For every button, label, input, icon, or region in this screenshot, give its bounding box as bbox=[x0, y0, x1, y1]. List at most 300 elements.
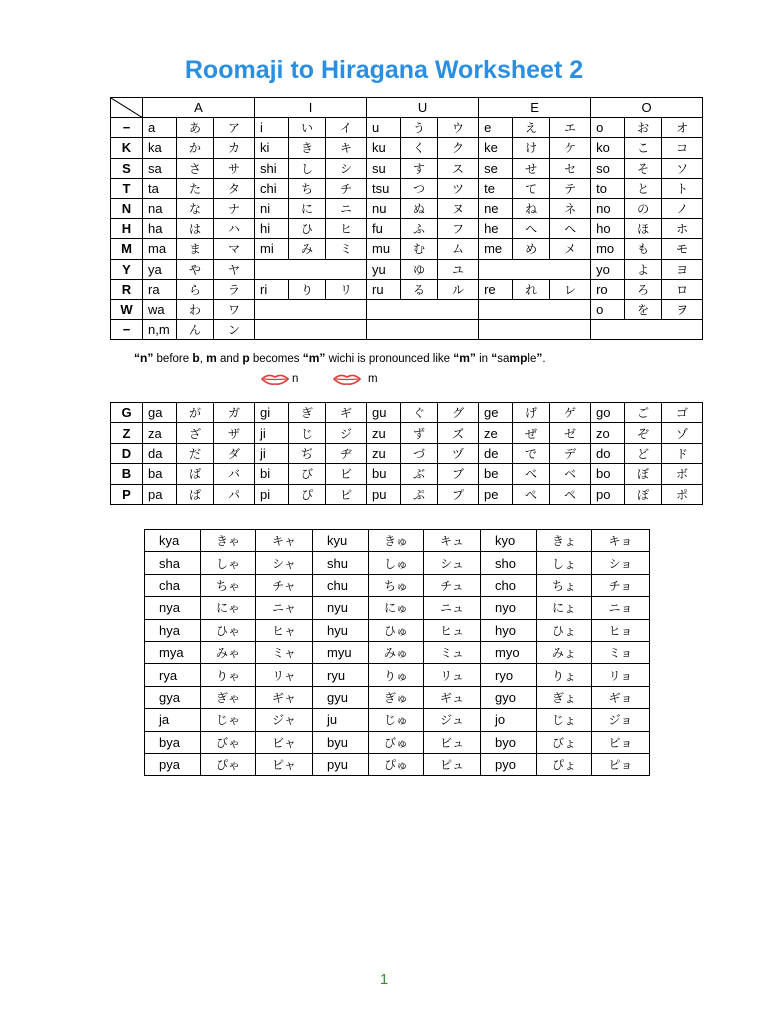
hiragana-cell: ぱ bbox=[177, 484, 214, 504]
katakana-cell: ギ bbox=[326, 403, 367, 423]
combination-kana-table bbox=[144, 529, 650, 776]
katakana-cell: ノ bbox=[662, 198, 703, 218]
katakana-cell bbox=[438, 299, 479, 319]
hiragana-cell: う bbox=[401, 118, 438, 138]
table-row bbox=[111, 158, 703, 178]
hiragana-cell: そ bbox=[625, 158, 662, 178]
hiragana-cell bbox=[513, 259, 550, 279]
hiragana-cell: ら bbox=[177, 279, 214, 299]
katakana-cell: エ bbox=[550, 118, 591, 138]
hiragana-cell: ひ bbox=[289, 219, 326, 239]
note-m: m bbox=[206, 351, 217, 365]
roomaji-cell: gu bbox=[367, 403, 401, 423]
roomaji-cell: se bbox=[479, 158, 513, 178]
hiragana-cell: く bbox=[401, 138, 438, 158]
table-row bbox=[145, 664, 650, 686]
note-p: p bbox=[242, 351, 250, 365]
hiragana-cell: あ bbox=[177, 118, 214, 138]
katakana-cell: ユ bbox=[438, 259, 479, 279]
roomaji-cell: zu bbox=[367, 443, 401, 463]
table-row bbox=[145, 574, 650, 596]
roomaji-cell bbox=[367, 299, 401, 319]
katakana-cell: シャ bbox=[256, 552, 313, 574]
hiragana-cell: ふ bbox=[401, 219, 438, 239]
hiragana-cell: む bbox=[401, 239, 438, 259]
roomaji-cell: gyu bbox=[313, 686, 369, 708]
katakana-cell: ギョ bbox=[592, 686, 650, 708]
hiragana-cell: け bbox=[513, 138, 550, 158]
row-label: − bbox=[111, 118, 143, 138]
katakana-cell: ボ bbox=[662, 464, 703, 484]
lips-n-label: n bbox=[292, 373, 299, 385]
roomaji-cell: ra bbox=[143, 279, 177, 299]
katakana-cell: ル bbox=[438, 279, 479, 299]
roomaji-cell: cha bbox=[145, 574, 201, 596]
roomaji-cell: pi bbox=[255, 484, 289, 504]
hiragana-cell: ぬ bbox=[401, 198, 438, 218]
katakana-cell: ヲ bbox=[662, 299, 703, 319]
note-quote: “ bbox=[491, 351, 498, 365]
roomaji-cell: yu bbox=[367, 259, 401, 279]
roomaji-cell: sho bbox=[481, 552, 537, 574]
katakana-cell: ワ bbox=[214, 299, 255, 319]
hiragana-cell: ん bbox=[177, 320, 214, 340]
note-n: n bbox=[140, 351, 148, 365]
katakana-cell: ツ bbox=[438, 178, 479, 198]
roomaji-cell: mi bbox=[255, 239, 289, 259]
roomaji-cell: kyu bbox=[313, 530, 369, 552]
hiragana-cell: す bbox=[401, 158, 438, 178]
katakana-cell: ニャ bbox=[256, 597, 313, 619]
hiragana-cell: ぎゅ bbox=[369, 686, 424, 708]
roomaji-cell: gi bbox=[255, 403, 289, 423]
hiragana-cell bbox=[513, 299, 550, 319]
table-row bbox=[145, 619, 650, 641]
roomaji-cell: o bbox=[591, 299, 625, 319]
katakana-cell: ピ bbox=[326, 484, 367, 504]
row-label: Z bbox=[111, 423, 143, 443]
roomaji-cell: cho bbox=[481, 574, 537, 596]
roomaji-cell: gyo bbox=[481, 686, 537, 708]
katakana-cell: ナ bbox=[214, 198, 255, 218]
hiragana-cell bbox=[289, 320, 326, 340]
katakana-cell: ラ bbox=[214, 279, 255, 299]
katakana-cell: マ bbox=[214, 239, 255, 259]
hiragana-cell: ぴょ bbox=[537, 753, 592, 775]
roomaji-cell: a bbox=[143, 118, 177, 138]
hiragana-cell: ぺ bbox=[513, 484, 550, 504]
hiragana-cell: ぷ bbox=[401, 484, 438, 504]
table-row bbox=[111, 219, 703, 239]
katakana-cell: ロ bbox=[662, 279, 703, 299]
hiragana-cell: しょ bbox=[537, 552, 592, 574]
page-title: Roomaji to Hiragana Worksheet 2 bbox=[184, 56, 584, 84]
hiragana-cell: ぞ bbox=[625, 423, 662, 443]
hiragana-cell: た bbox=[177, 178, 214, 198]
roomaji-cell: pa bbox=[143, 484, 177, 504]
row-label: R bbox=[111, 279, 143, 299]
basic-kana-table bbox=[110, 97, 703, 340]
katakana-cell: リュ bbox=[424, 664, 481, 686]
hiragana-cell: か bbox=[177, 138, 214, 158]
hiragana-cell: お bbox=[625, 118, 662, 138]
hiragana-cell: も bbox=[625, 239, 662, 259]
katakana-cell: ヤ bbox=[214, 259, 255, 279]
katakana-cell: ニュ bbox=[424, 597, 481, 619]
roomaji-cell: hyo bbox=[481, 619, 537, 641]
roomaji-cell: to bbox=[591, 178, 625, 198]
katakana-cell: ゲ bbox=[550, 403, 591, 423]
hiragana-cell: や bbox=[177, 259, 214, 279]
roomaji-cell: u bbox=[367, 118, 401, 138]
hiragana-cell: で bbox=[513, 443, 550, 463]
header-row bbox=[111, 98, 703, 118]
row-label: D bbox=[111, 443, 143, 463]
table-row bbox=[111, 320, 703, 340]
diagonal-line bbox=[111, 98, 143, 118]
note-text: , bbox=[199, 353, 207, 365]
katakana-cell bbox=[550, 299, 591, 319]
table-row bbox=[111, 443, 703, 463]
hiragana-cell: しゃ bbox=[201, 552, 256, 574]
hiragana-cell: きょ bbox=[537, 530, 592, 552]
roomaji-cell: be bbox=[479, 464, 513, 484]
katakana-cell: バ bbox=[214, 464, 255, 484]
vowel-header: I bbox=[255, 98, 367, 118]
hiragana-cell: い bbox=[289, 118, 326, 138]
roomaji-cell: shi bbox=[255, 158, 289, 178]
katakana-cell: キ bbox=[326, 138, 367, 158]
roomaji-cell: na bbox=[143, 198, 177, 218]
hiragana-cell: ちゃ bbox=[201, 574, 256, 596]
katakana-cell: ポ bbox=[662, 484, 703, 504]
katakana-cell: ブ bbox=[438, 464, 479, 484]
note-sa: sa bbox=[497, 353, 510, 365]
roomaji-cell: de bbox=[479, 443, 513, 463]
katakana-cell: ズ bbox=[438, 423, 479, 443]
roomaji-cell: go bbox=[591, 403, 625, 423]
table-row bbox=[111, 178, 703, 198]
row-label: P bbox=[111, 484, 143, 504]
hiragana-cell: じょ bbox=[537, 709, 592, 731]
katakana-cell: ビュ bbox=[424, 731, 481, 753]
roomaji-cell bbox=[367, 320, 401, 340]
hiragana-cell: ぽ bbox=[625, 484, 662, 504]
katakana-cell: ア bbox=[214, 118, 255, 138]
katakana-cell: チョ bbox=[592, 574, 650, 596]
katakana-cell: イ bbox=[326, 118, 367, 138]
hiragana-cell: ぢ bbox=[289, 443, 326, 463]
roomaji-cell: su bbox=[367, 158, 401, 178]
roomaji-cell bbox=[479, 299, 513, 319]
hiragana-cell: きゅ bbox=[369, 530, 424, 552]
roomaji-cell: nyu bbox=[313, 597, 369, 619]
hiragana-cell: え bbox=[513, 118, 550, 138]
katakana-cell: ヒ bbox=[326, 219, 367, 239]
katakana-cell: ピョ bbox=[592, 753, 650, 775]
roomaji-cell: nyo bbox=[481, 597, 537, 619]
roomaji-cell: ya bbox=[143, 259, 177, 279]
hiragana-cell bbox=[513, 320, 550, 340]
roomaji-cell: ma bbox=[143, 239, 177, 259]
hiragana-cell: ひょ bbox=[537, 619, 592, 641]
roomaji-cell: wa bbox=[143, 299, 177, 319]
roomaji-cell: ro bbox=[591, 279, 625, 299]
vowel-header: A bbox=[143, 98, 255, 118]
roomaji-cell bbox=[255, 320, 289, 340]
note-m: m bbox=[308, 351, 320, 365]
note-b: b bbox=[192, 351, 200, 365]
roomaji-cell: no bbox=[591, 198, 625, 218]
table-row bbox=[111, 239, 703, 259]
page-number: 1 bbox=[379, 971, 389, 988]
roomaji-cell: mu bbox=[367, 239, 401, 259]
note-text: in bbox=[475, 353, 492, 365]
katakana-cell: ギャ bbox=[256, 686, 313, 708]
hiragana-cell: ぐ bbox=[401, 403, 438, 423]
hiragana-cell: づ bbox=[401, 443, 438, 463]
hiragana-cell: へ bbox=[513, 219, 550, 239]
katakana-cell: ケ bbox=[550, 138, 591, 158]
hiragana-cell: みょ bbox=[537, 641, 592, 663]
katakana-cell: ド bbox=[662, 443, 703, 463]
note-m: m bbox=[459, 351, 470, 365]
lips-m-label: m bbox=[368, 373, 378, 385]
roomaji-cell: bi bbox=[255, 464, 289, 484]
hiragana-cell: ざ bbox=[177, 423, 214, 443]
katakana-cell: ヅ bbox=[438, 443, 479, 463]
katakana-cell: コ bbox=[662, 138, 703, 158]
note-text: becomes bbox=[249, 353, 303, 365]
katakana-cell: ジュ bbox=[424, 709, 481, 731]
hiragana-cell: ぎょ bbox=[537, 686, 592, 708]
roomaji-cell: ga bbox=[143, 403, 177, 423]
hiragana-cell: みゅ bbox=[369, 641, 424, 663]
roomaji-cell: za bbox=[143, 423, 177, 443]
roomaji-cell: ko bbox=[591, 138, 625, 158]
katakana-cell: ヂ bbox=[326, 443, 367, 463]
roomaji-cell: ryu bbox=[313, 664, 369, 686]
katakana-cell: パ bbox=[214, 484, 255, 504]
note-text: wichi is pronounced like bbox=[325, 353, 454, 365]
row-label: B bbox=[111, 464, 143, 484]
roomaji-cell: ji bbox=[255, 443, 289, 463]
katakana-cell: チュ bbox=[424, 574, 481, 596]
katakana-cell: ミュ bbox=[424, 641, 481, 663]
roomaji-cell: ku bbox=[367, 138, 401, 158]
hiragana-cell: せ bbox=[513, 158, 550, 178]
note-quote: ” bbox=[319, 351, 326, 365]
table-row bbox=[111, 299, 703, 319]
katakana-cell bbox=[326, 299, 367, 319]
table-row bbox=[145, 753, 650, 775]
hiragana-cell: み bbox=[289, 239, 326, 259]
katakana-cell: キャ bbox=[256, 530, 313, 552]
roomaji-cell: da bbox=[143, 443, 177, 463]
hiragana-cell: ひゃ bbox=[201, 619, 256, 641]
hiragana-cell: さ bbox=[177, 158, 214, 178]
katakana-cell: ザ bbox=[214, 423, 255, 443]
katakana-cell: ホ bbox=[662, 219, 703, 239]
hiragana-cell: ぎ bbox=[289, 403, 326, 423]
katakana-cell: ジャ bbox=[256, 709, 313, 731]
hiragana-cell: じ bbox=[289, 423, 326, 443]
roomaji-cell: bya bbox=[145, 731, 201, 753]
table-row bbox=[145, 641, 650, 663]
hiragana-cell: の bbox=[625, 198, 662, 218]
katakana-cell: ギュ bbox=[424, 686, 481, 708]
roomaji-cell: ji bbox=[255, 423, 289, 443]
katakana-cell: グ bbox=[438, 403, 479, 423]
roomaji-cell: nya bbox=[145, 597, 201, 619]
katakana-cell: ジョ bbox=[592, 709, 650, 731]
katakana-cell: ミ bbox=[326, 239, 367, 259]
roomaji-cell: ba bbox=[143, 464, 177, 484]
katakana-cell: モ bbox=[662, 239, 703, 259]
hiragana-cell: びゃ bbox=[201, 731, 256, 753]
note-le: le bbox=[527, 353, 537, 365]
katakana-cell: チャ bbox=[256, 574, 313, 596]
hiragana-cell: だ bbox=[177, 443, 214, 463]
roomaji-cell: hya bbox=[145, 619, 201, 641]
hiragana-cell: じゅ bbox=[369, 709, 424, 731]
hiragana-cell: ぴゅ bbox=[369, 753, 424, 775]
hiragana-cell: ぼ bbox=[625, 464, 662, 484]
note-text: and bbox=[216, 353, 243, 365]
note-quote: ” bbox=[147, 351, 154, 365]
roomaji-cell bbox=[255, 299, 289, 319]
katakana-cell: ミャ bbox=[256, 641, 313, 663]
hiragana-cell: こ bbox=[625, 138, 662, 158]
table-row bbox=[145, 731, 650, 753]
hiragana-cell: しゅ bbox=[369, 552, 424, 574]
roomaji-cell bbox=[479, 259, 513, 279]
row-label: N bbox=[111, 198, 143, 218]
hiragana-cell: し bbox=[289, 158, 326, 178]
note-mp: mp bbox=[509, 351, 528, 365]
hiragana-cell bbox=[401, 299, 438, 319]
hiragana-cell bbox=[289, 299, 326, 319]
roomaji-cell: yo bbox=[591, 259, 625, 279]
hiragana-cell: ぶ bbox=[401, 464, 438, 484]
roomaji-cell: pe bbox=[479, 484, 513, 504]
katakana-cell: ゼ bbox=[550, 423, 591, 443]
katakana-cell bbox=[326, 259, 367, 279]
hiragana-cell: が bbox=[177, 403, 214, 423]
katakana-cell: ネ bbox=[550, 198, 591, 218]
roomaji-cell: ju bbox=[313, 709, 369, 731]
roomaji-cell: me bbox=[479, 239, 513, 259]
hiragana-cell: る bbox=[401, 279, 438, 299]
row-label: T bbox=[111, 178, 143, 198]
hiragana-cell: ぎゃ bbox=[201, 686, 256, 708]
roomaji-cell: pyu bbox=[313, 753, 369, 775]
hiragana-cell: にょ bbox=[537, 597, 592, 619]
table-row bbox=[145, 597, 650, 619]
katakana-cell: ヌ bbox=[438, 198, 479, 218]
table-row bbox=[111, 423, 703, 443]
katakana-cell bbox=[438, 320, 479, 340]
roomaji-cell: nu bbox=[367, 198, 401, 218]
roomaji-cell: ta bbox=[143, 178, 177, 198]
roomaji-cell: jo bbox=[481, 709, 537, 731]
hiragana-cell: げ bbox=[513, 403, 550, 423]
roomaji-cell: kyo bbox=[481, 530, 537, 552]
table-row bbox=[111, 118, 703, 138]
row-label: S bbox=[111, 158, 143, 178]
katakana-cell: ミョ bbox=[592, 641, 650, 663]
hiragana-cell: ず bbox=[401, 423, 438, 443]
katakana-cell: シュ bbox=[424, 552, 481, 574]
roomaji-cell: ki bbox=[255, 138, 289, 158]
roomaji-cell: zu bbox=[367, 423, 401, 443]
note-text: before bbox=[153, 353, 193, 365]
roomaji-cell: byo bbox=[481, 731, 537, 753]
hiragana-cell: べ bbox=[513, 464, 550, 484]
roomaji-cell: mo bbox=[591, 239, 625, 259]
roomaji-cell: shu bbox=[313, 552, 369, 574]
lips-icon bbox=[260, 372, 290, 386]
roomaji-cell: gya bbox=[145, 686, 201, 708]
hiragana-cell: ち bbox=[289, 178, 326, 198]
roomaji-cell: rya bbox=[145, 664, 201, 686]
roomaji-cell: po bbox=[591, 484, 625, 504]
katakana-cell: リ bbox=[326, 279, 367, 299]
hiragana-cell: ほ bbox=[625, 219, 662, 239]
vowel-header: E bbox=[479, 98, 591, 118]
note-quote: ” bbox=[536, 351, 543, 365]
roomaji-cell: pya bbox=[145, 753, 201, 775]
hiragana-cell: な bbox=[177, 198, 214, 218]
roomaji-cell: ge bbox=[479, 403, 513, 423]
roomaji-cell: ze bbox=[479, 423, 513, 443]
table-row bbox=[111, 279, 703, 299]
katakana-cell: ヒョ bbox=[592, 619, 650, 641]
roomaji-cell: chu bbox=[313, 574, 369, 596]
hiragana-cell: ろ bbox=[625, 279, 662, 299]
katakana-cell: ゾ bbox=[662, 423, 703, 443]
table-row bbox=[111, 484, 703, 504]
hiragana-cell bbox=[401, 320, 438, 340]
katakana-cell: ピュ bbox=[424, 753, 481, 775]
row-label: − bbox=[111, 320, 143, 340]
hiragana-cell: にゅ bbox=[369, 597, 424, 619]
table-row bbox=[145, 552, 650, 574]
hiragana-cell: にゃ bbox=[201, 597, 256, 619]
roomaji-cell: chi bbox=[255, 178, 289, 198]
hiragana-cell: りゅ bbox=[369, 664, 424, 686]
hiragana-cell bbox=[625, 320, 662, 340]
roomaji-cell: e bbox=[479, 118, 513, 138]
katakana-cell: デ bbox=[550, 443, 591, 463]
vowel-header: O bbox=[591, 98, 703, 118]
roomaji-cell: zo bbox=[591, 423, 625, 443]
katakana-cell: ビョ bbox=[592, 731, 650, 753]
roomaji-cell: te bbox=[479, 178, 513, 198]
hiragana-cell: を bbox=[625, 299, 662, 319]
hiragana-cell: ぴ bbox=[289, 484, 326, 504]
roomaji-cell: re bbox=[479, 279, 513, 299]
table-row bbox=[111, 138, 703, 158]
roomaji-cell: ni bbox=[255, 198, 289, 218]
roomaji-cell: mya bbox=[145, 641, 201, 663]
katakana-cell: ヘ bbox=[550, 219, 591, 239]
katakana-cell: ビャ bbox=[256, 731, 313, 753]
hiragana-cell: は bbox=[177, 219, 214, 239]
katakana-cell: メ bbox=[550, 239, 591, 259]
roomaji-cell: o bbox=[591, 118, 625, 138]
hiragana-cell: び bbox=[289, 464, 326, 484]
